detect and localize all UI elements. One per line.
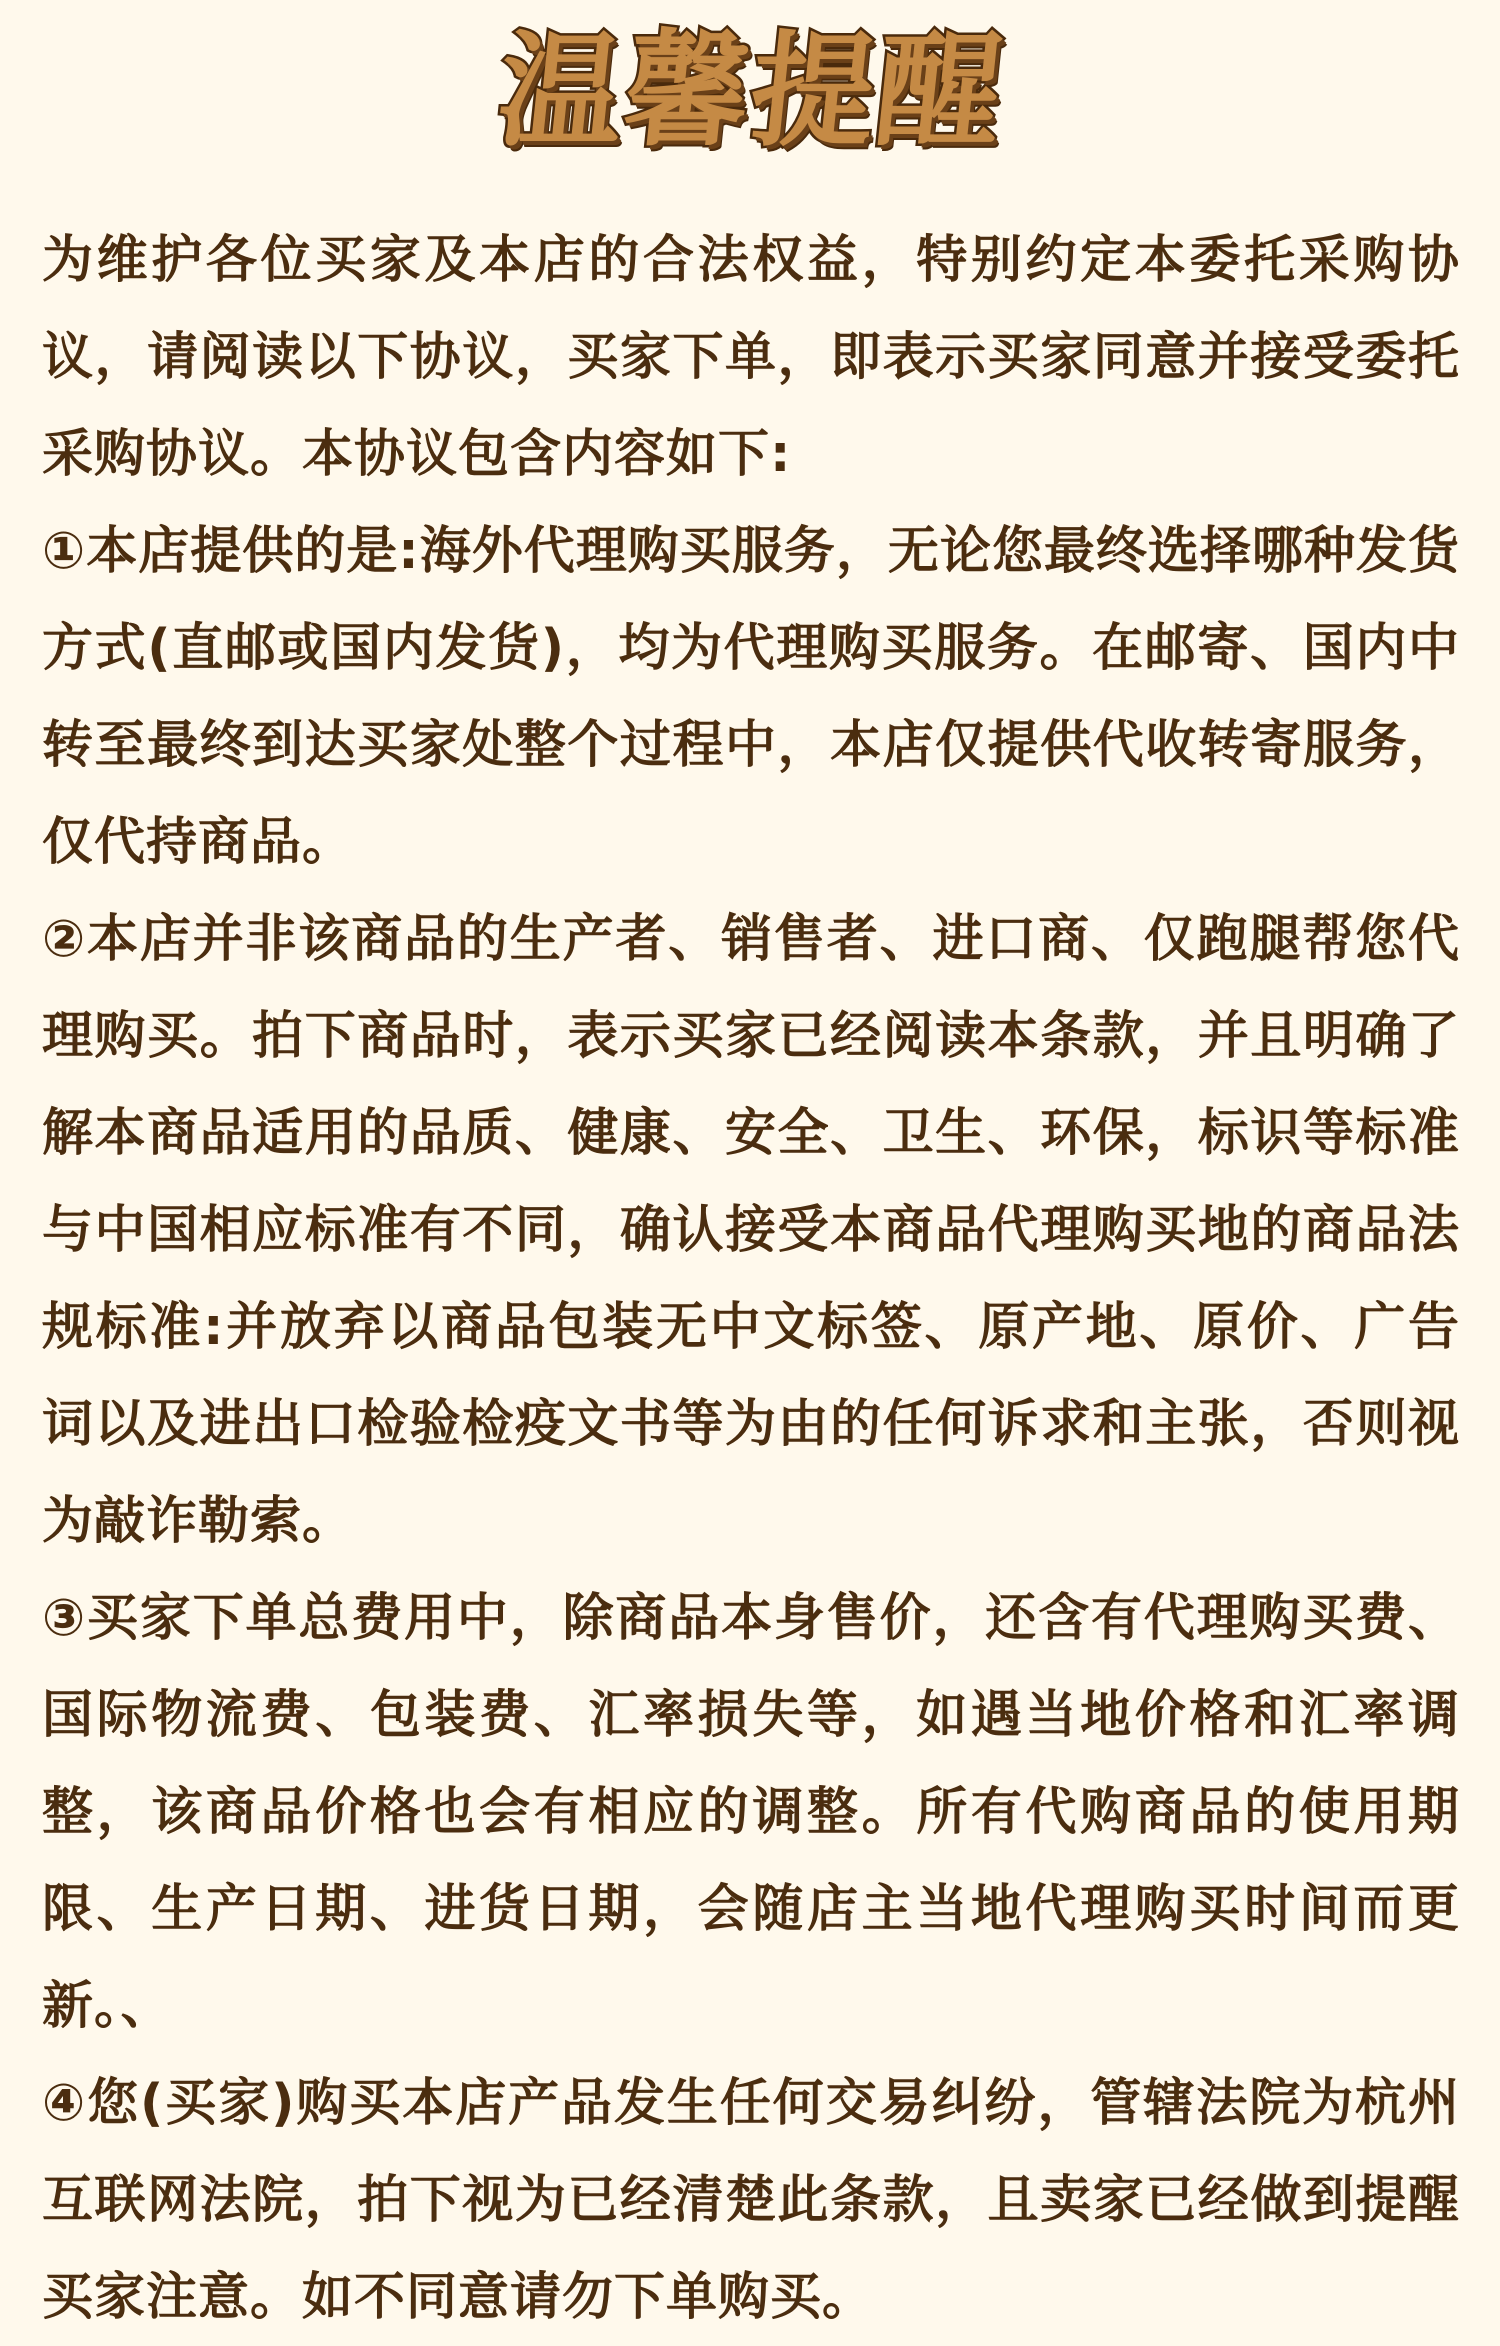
clause-2: ②本店并非该商品的生产者、销售者、进口商、仅跑腿帮您代理购买。拍下商品时，表示买家已经阅读本条款，并且明确了解本商品适用的品质、健康、安全、卫生、环保，标识等标准与中国相应标准有不同，确认接受本商品代理购买地的商品法规标准:并放弃以商品包装无中文标签、原产地、原价、广告词以及进出口检验检疫文书等为由的任何诉求和主张，否则视为敲诈勒索。 [42,910,1460,1551]
notice-body [42,212,1460,2346]
clause-4: ④您(买家)购买本店产品发生任何交易纠纷，管辖法院为杭州互联网法院，拍下视为已经清楚此条款，且卖家已经做到提醒买家注意。如不同意请勿下单购买。 [42,2074,1460,2327]
title-banner [42,22,1460,162]
intro-paragraph: 为维护各位买家及本店的合法权益，特别约定本委托采购协议，请阅读以下协议，买家下单，即表示买家同意并接受委托采购协议。本协议包含内容如下: [42,231,1460,484]
page-title: 温馨提醒 [491,20,1011,164]
clause-3: ③买家下单总费用中，除商品本身售价，还含有代理购买费、国际物流费、包装费、汇率损失等，如遇当地价格和汇率调整，该商品价格也会有相应的调整。所有代购商品的使用期限、生产日期、进货日期，会随店主当地代理购买时间而更新。、 [42,1589,1460,2036]
clause-1: ①本店提供的是:海外代理购买服务，无论您最终选择哪种发货方式(直邮或国内发货)，均为代理购买服务。在邮寄、国内中转至最终到达买家处整个过程中，本店仅提供代收转寄服务，仅代持商品。 [42,522,1460,872]
